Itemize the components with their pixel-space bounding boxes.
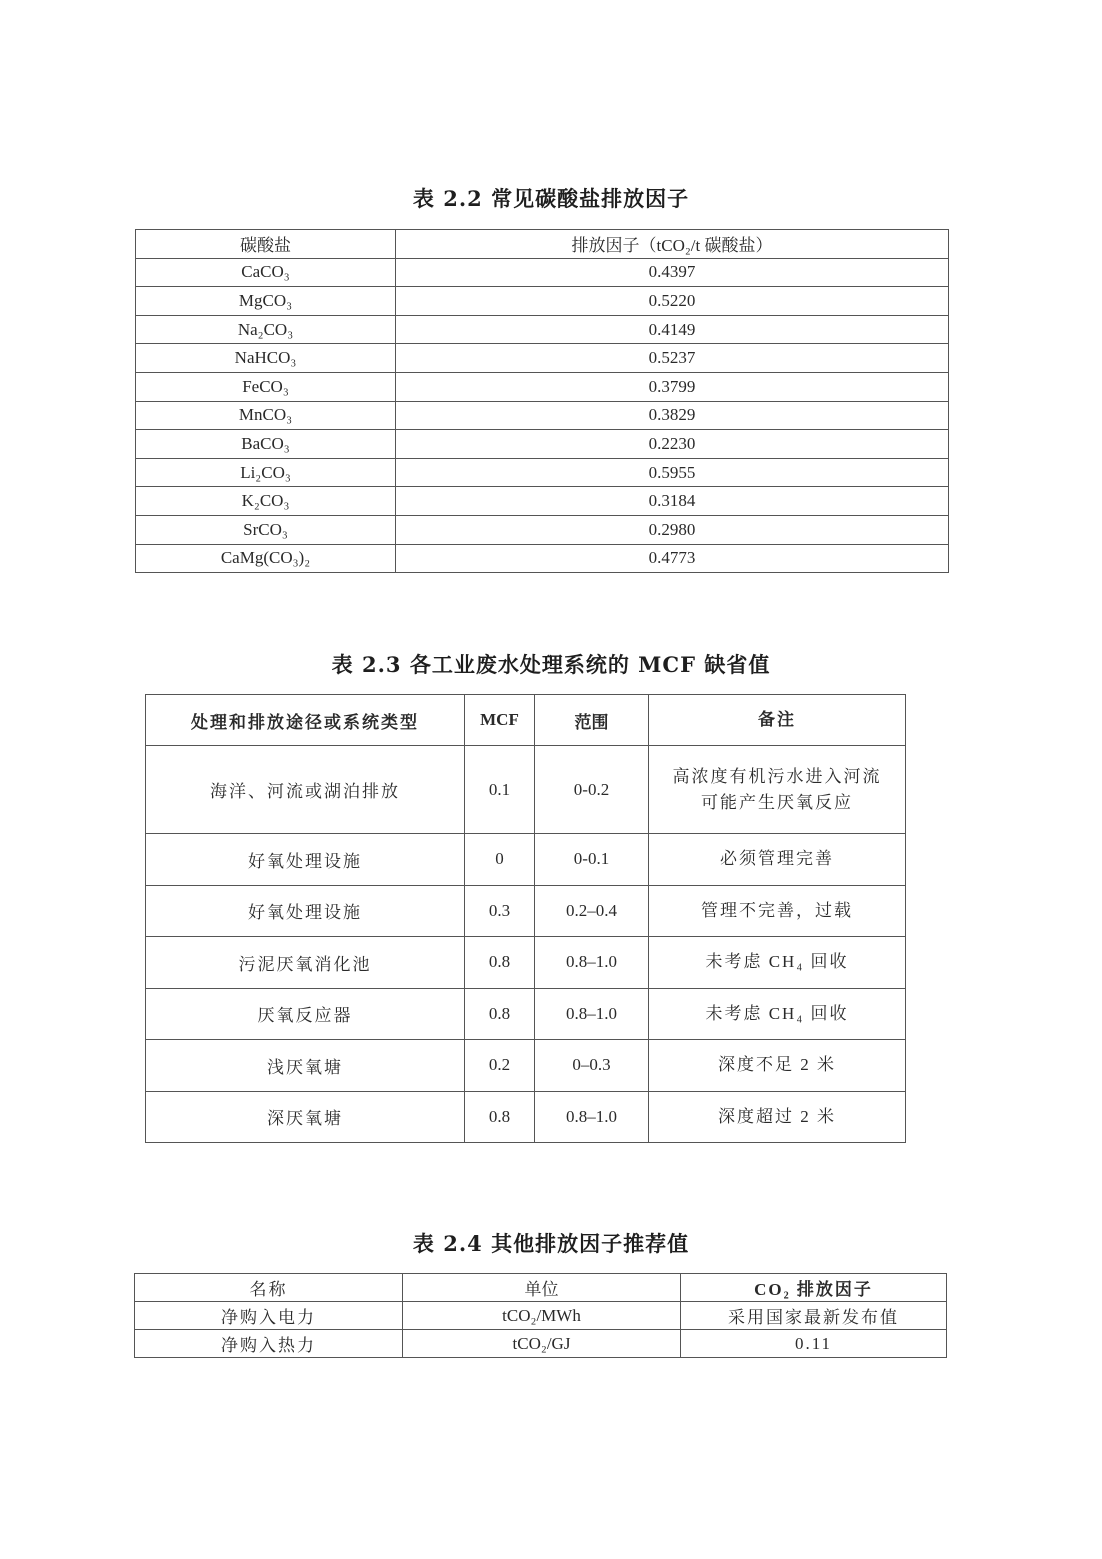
- unit-cell: tCO₂/MWh: [403, 1302, 681, 1330]
- note-cell: 未考虑 CH₄ 回收: [649, 937, 906, 989]
- header-co2-factor: CO₂ 排放因子: [681, 1274, 947, 1302]
- system-type-cell: 好氧处理设施: [146, 834, 465, 886]
- factor-cell: 0.5955: [396, 458, 949, 487]
- table-2-4-caption: 表 2.4 其他排放因子推荐值: [412, 1231, 690, 1256]
- table-row: [136, 344, 949, 373]
- carbonate-cell: Na₂CO₃: [136, 315, 396, 344]
- note-cell: 深度超过 2 米: [649, 1091, 906, 1143]
- carbonate-emission-factor-table: [135, 229, 949, 573]
- range-cell: 0-0.1: [535, 834, 649, 886]
- table-row: [136, 430, 949, 459]
- system-type-cell: 海洋、河流或湖泊排放: [146, 746, 465, 834]
- factor-cell: 0.3184: [396, 487, 949, 516]
- note-cell: 未考虑 CH₄ 回收: [649, 988, 906, 1040]
- range-cell: 0.2–0.4: [535, 885, 649, 937]
- range-cell: 0-0.2: [535, 746, 649, 834]
- carbonate-cell: NaHCO₃: [136, 344, 396, 373]
- header-emission-factor: 排放因子（tCO₂/t 碳酸盐）: [396, 230, 949, 259]
- factor-cell: 0.2230: [396, 430, 949, 459]
- system-type-cell: 浅厌氧塘: [146, 1040, 465, 1092]
- note-line-2: 可能产生厌氧反应: [701, 792, 853, 812]
- carbonate-cell: MgCO₃: [136, 287, 396, 316]
- table-row: [146, 746, 906, 834]
- header-name: 名称: [135, 1274, 403, 1302]
- table-header-row: [136, 230, 949, 259]
- carbonate-cell: FeCO₃: [136, 372, 396, 401]
- factor-cell: 采用国家最新发布值: [681, 1302, 947, 1330]
- system-type-cell: 深厌氧塘: [146, 1091, 465, 1143]
- table-row: [146, 885, 906, 937]
- wastewater-mcf-table: [145, 694, 906, 1143]
- table-row: [136, 487, 949, 516]
- table-row: [136, 544, 949, 573]
- table-row: [136, 401, 949, 430]
- factor-cell: 0.3799: [396, 372, 949, 401]
- header-note: 备注: [649, 695, 906, 746]
- table-2-2-caption: 表 2.2 常见碳酸盐排放因子: [412, 186, 690, 211]
- range-cell: 0.8–1.0: [535, 937, 649, 989]
- system-type-cell: 好氧处理设施: [146, 885, 465, 937]
- factor-cell: 0.2980: [396, 515, 949, 544]
- carbonate-cell: K₂CO₃: [136, 487, 396, 516]
- table-row: [146, 834, 906, 886]
- note-cell: [649, 746, 906, 834]
- mcf-cell: 0.8: [465, 937, 535, 989]
- table-header-row: [135, 1274, 947, 1302]
- mcf-cell: 0.3: [465, 885, 535, 937]
- name-cell: 净购入热力: [135, 1330, 403, 1358]
- carbonate-cell: BaCO₃: [136, 430, 396, 459]
- carbonate-cell: CaMg(CO₃)₂: [136, 544, 396, 573]
- factor-cell: 0.4149: [396, 315, 949, 344]
- range-cell: 0.8–1.0: [535, 988, 649, 1040]
- factor-cell: 0.11: [681, 1330, 947, 1358]
- carbonate-cell: Li₂CO₃: [136, 458, 396, 487]
- table-row: [146, 1040, 906, 1092]
- note-cell: 管理不完善，过载: [649, 885, 906, 937]
- table-row: [146, 937, 906, 989]
- carbonate-cell: CaCO₃: [136, 258, 396, 287]
- mcf-cell: 0.8: [465, 1091, 535, 1143]
- table-row: [136, 287, 949, 316]
- carbonate-cell: SrCO₃: [136, 515, 396, 544]
- carbonate-cell: MnCO₃: [136, 401, 396, 430]
- table-2-3-caption: 表 2.3 各工业废水处理系统的 MCF 缺省值: [331, 652, 771, 677]
- header-system-type: 处理和排放途径或系统类型: [146, 695, 465, 746]
- name-cell: 净购入电力: [135, 1302, 403, 1330]
- header-range: 范围: [535, 695, 649, 746]
- system-type-cell: 污泥厌氧消化池: [146, 937, 465, 989]
- table-row: [146, 1091, 906, 1143]
- mcf-cell: 0.8: [465, 988, 535, 1040]
- header-unit: 单位: [403, 1274, 681, 1302]
- mcf-cell: 0: [465, 834, 535, 886]
- mcf-cell: 0.2: [465, 1040, 535, 1092]
- system-type-cell: 厌氧反应器: [146, 988, 465, 1040]
- factor-cell: 0.5220: [396, 287, 949, 316]
- table-row: [135, 1302, 947, 1330]
- table-header-row: [146, 695, 906, 746]
- factor-cell: 0.3829: [396, 401, 949, 430]
- range-cell: 0–0.3: [535, 1040, 649, 1092]
- table-row: [135, 1330, 947, 1358]
- factor-cell: 0.4397: [396, 258, 949, 287]
- note-cell: 深度不足 2 米: [649, 1040, 906, 1092]
- range-cell: 0.8–1.0: [535, 1091, 649, 1143]
- table-row: [136, 258, 949, 287]
- factor-cell: 0.5237: [396, 344, 949, 373]
- header-mcf: MCF: [465, 695, 535, 746]
- header-carbonate: 碳酸盐: [136, 230, 396, 259]
- note-cell: 必须管理完善: [649, 834, 906, 886]
- unit-cell: tCO₂/GJ: [403, 1330, 681, 1358]
- other-emission-factor-table: [134, 1273, 947, 1358]
- table-row: [136, 458, 949, 487]
- factor-cell: 0.4773: [396, 544, 949, 573]
- table-row: [136, 372, 949, 401]
- note-line-1: 高浓度有机污水进入河流: [672, 766, 882, 786]
- table-row: [146, 988, 906, 1040]
- mcf-cell: 0.1: [465, 746, 535, 834]
- table-row: [136, 315, 949, 344]
- table-row: [136, 515, 949, 544]
